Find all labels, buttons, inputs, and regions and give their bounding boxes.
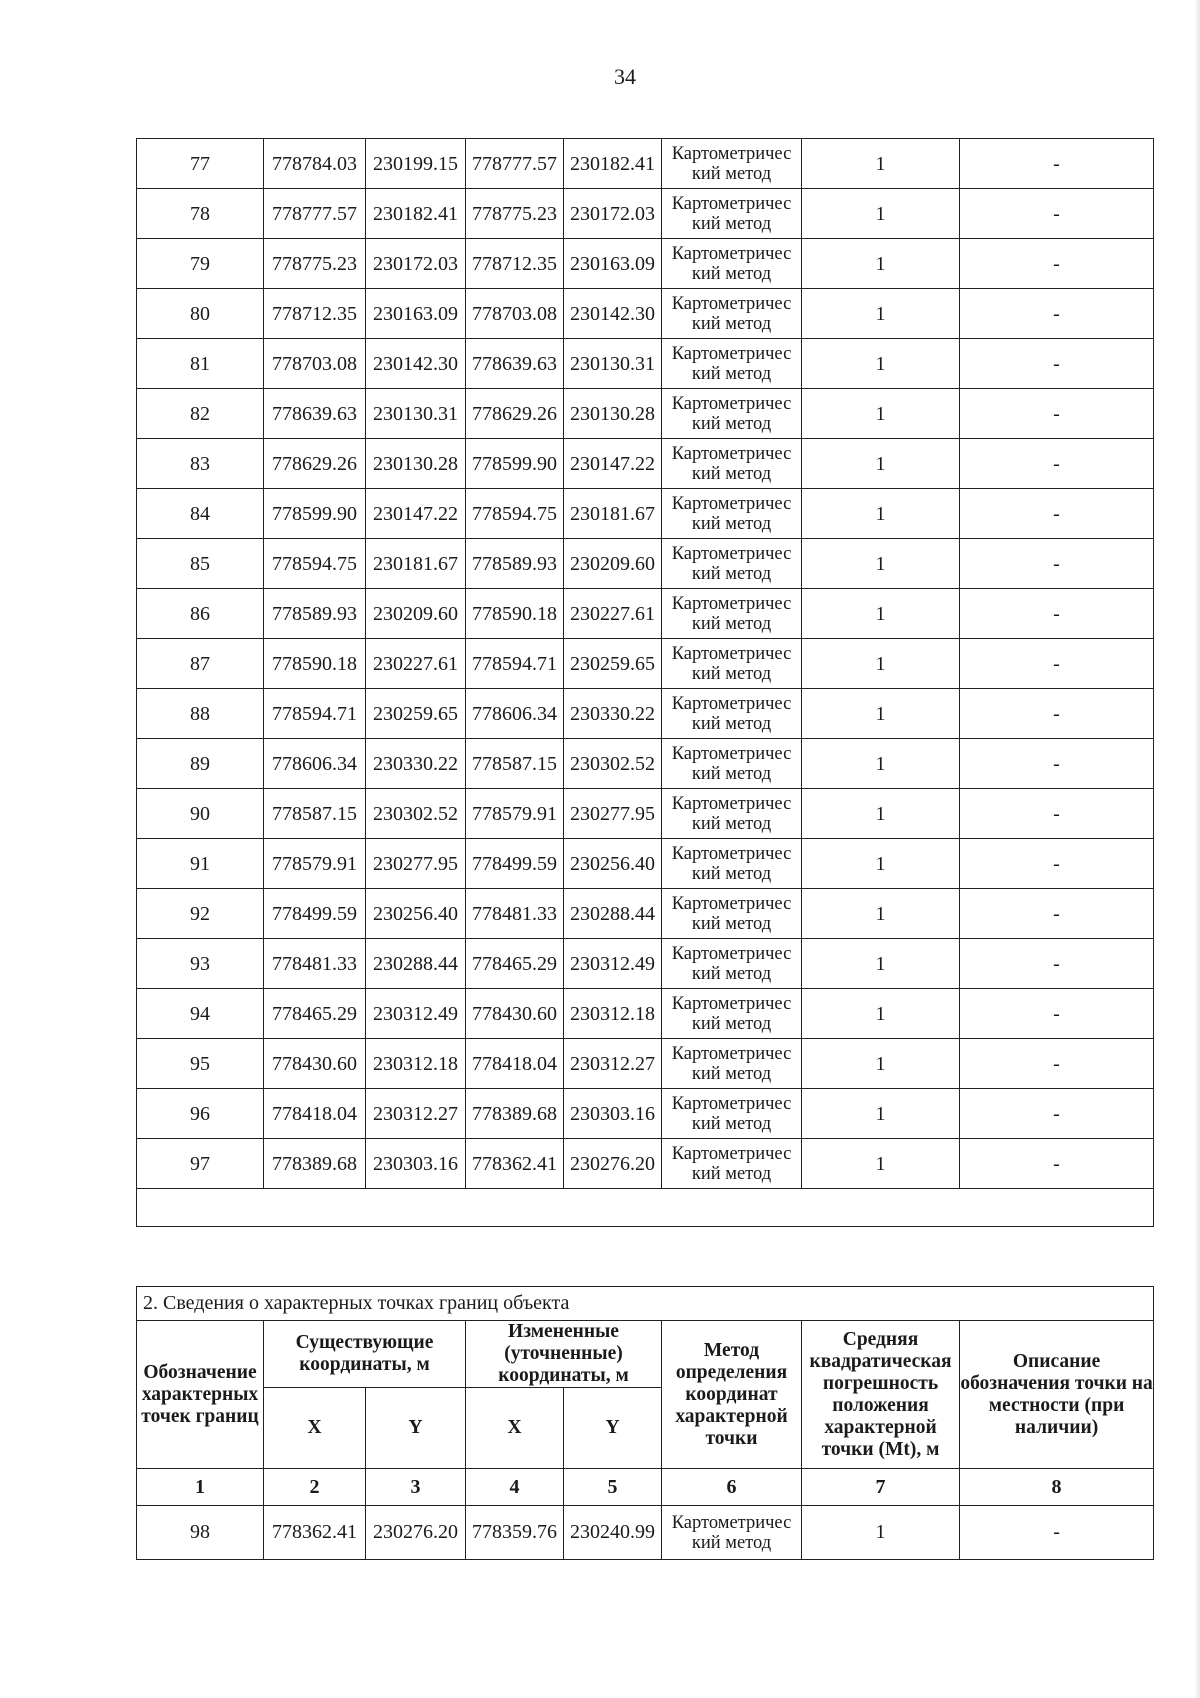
cell-description: - — [960, 239, 1154, 289]
column-number: 4 — [466, 1469, 564, 1506]
cell-error: 1 — [802, 539, 960, 589]
cell-x-existing: 778465.29 — [264, 989, 366, 1039]
cell-error: 1 — [802, 1139, 960, 1189]
cell-method: Картометричес кий метод — [662, 689, 802, 739]
cell-x-existing: 778639.63 — [264, 389, 366, 439]
cell-x-existing: 778629.26 — [264, 439, 366, 489]
cell-x-changed: 778606.34 — [466, 689, 564, 739]
table-row — [137, 889, 1154, 939]
cell-x-existing: 778499.59 — [264, 889, 366, 939]
cell-x-existing: 778590.18 — [264, 639, 366, 689]
cell-y-changed: 230312.18 — [564, 989, 662, 1039]
cell-point-number: 78 — [137, 189, 264, 239]
cell-method: Картометричес кий метод — [662, 1506, 802, 1560]
cell-point-number: 77 — [137, 139, 264, 189]
header-designation: Обозначение характерных точек границ — [137, 1321, 264, 1469]
cell-error: 1 — [802, 839, 960, 889]
cell-description: - — [960, 789, 1154, 839]
cell-y-existing: 230303.16 — [366, 1139, 466, 1189]
cell-y-changed: 230130.31 — [564, 339, 662, 389]
cell-y-existing: 230312.27 — [366, 1089, 466, 1139]
cell-description: - — [960, 139, 1154, 189]
cell-description: - — [960, 189, 1154, 239]
cell-description: - — [960, 489, 1154, 539]
table-row — [137, 1089, 1154, 1139]
cell-description: - — [960, 939, 1154, 989]
cell-x-existing: 778712.35 — [264, 289, 366, 339]
cell-x-changed: 778465.29 — [466, 939, 564, 989]
cell-x-changed: 778777.57 — [466, 139, 564, 189]
cell-x-changed: 778430.60 — [466, 989, 564, 1039]
cell-x-changed: 778418.04 — [466, 1039, 564, 1089]
cell-point-number: 98 — [137, 1506, 264, 1560]
cell-y-changed: 230302.52 — [564, 739, 662, 789]
table-row — [137, 639, 1154, 689]
cell-x-existing: 778579.91 — [264, 839, 366, 889]
cell-point-number: 96 — [137, 1089, 264, 1139]
column-number: 7 — [802, 1469, 960, 1506]
cell-error: 1 — [802, 289, 960, 339]
column-number: 3 — [366, 1469, 466, 1506]
cell-y-existing: 230181.67 — [366, 539, 466, 589]
cell-point-number: 94 — [137, 989, 264, 1039]
cell-method: Картометричес кий метод — [662, 489, 802, 539]
table-row — [137, 1139, 1154, 1189]
column-number: 2 — [264, 1469, 366, 1506]
cell-error: 1 — [802, 639, 960, 689]
cell-y-changed: 230276.20 — [564, 1139, 662, 1189]
cell-x-existing: 778599.90 — [264, 489, 366, 539]
cell-x-existing: 778362.41 — [264, 1506, 366, 1560]
cell-x-existing: 778481.33 — [264, 939, 366, 989]
header-y-changed: Y — [564, 1388, 662, 1469]
cell-y-existing: 230288.44 — [366, 939, 466, 989]
cell-x-existing: 778594.71 — [264, 689, 366, 739]
cell-y-existing: 230147.22 — [366, 489, 466, 539]
cell-method: Картометричес кий метод — [662, 139, 802, 189]
table-row — [137, 989, 1154, 1039]
boundary-points-table-continued — [136, 138, 1154, 1227]
cell-error: 1 — [802, 789, 960, 839]
boundary-points-table — [136, 1286, 1154, 1560]
cell-description: - — [960, 439, 1154, 489]
cell-description: - — [960, 339, 1154, 389]
cell-point-number: 83 — [137, 439, 264, 489]
cell-point-number: 81 — [137, 339, 264, 389]
cell-y-existing: 230259.65 — [366, 689, 466, 739]
cell-y-changed: 230172.03 — [564, 189, 662, 239]
cell-x-existing: 778784.03 — [264, 139, 366, 189]
cell-x-existing: 778594.75 — [264, 539, 366, 589]
cell-y-existing: 230163.09 — [366, 289, 466, 339]
cell-x-changed: 778359.76 — [466, 1506, 564, 1560]
cell-x-changed: 778599.90 — [466, 439, 564, 489]
cell-description: - — [960, 1139, 1154, 1189]
cell-x-existing: 778777.57 — [264, 189, 366, 239]
cell-method: Картометричес кий метод — [662, 789, 802, 839]
cell-method: Картометричес кий метод — [662, 1089, 802, 1139]
cell-point-number: 84 — [137, 489, 264, 539]
cell-x-changed: 778362.41 — [466, 1139, 564, 1189]
table-row — [137, 239, 1154, 289]
cell-y-existing: 230199.15 — [366, 139, 466, 189]
table-row — [137, 939, 1154, 989]
cell-point-number: 95 — [137, 1039, 264, 1089]
cell-method: Картометричес кий метод — [662, 239, 802, 289]
table-row — [137, 439, 1154, 489]
header-method: Метод определения координат характерной точки — [662, 1321, 802, 1469]
cell-description: - — [960, 1039, 1154, 1089]
table-row — [137, 489, 1154, 539]
empty-row — [137, 1189, 1154, 1227]
cell-method: Картометричес кий метод — [662, 889, 802, 939]
header-changed-coordinates: Измененные (уточненные) координаты, м — [466, 1321, 662, 1388]
cell-error: 1 — [802, 489, 960, 539]
cell-method: Картометричес кий метод — [662, 839, 802, 889]
column-numbers-row — [137, 1469, 1154, 1506]
cell-x-existing: 778703.08 — [264, 339, 366, 389]
cell-method: Картометричес кий метод — [662, 989, 802, 1039]
cell-y-existing: 230312.49 — [366, 989, 466, 1039]
cell-x-changed: 778703.08 — [466, 289, 564, 339]
cell-description: - — [960, 389, 1154, 439]
cell-y-existing: 230276.20 — [366, 1506, 466, 1560]
cell-x-changed: 778589.93 — [466, 539, 564, 589]
cell-y-existing: 230330.22 — [366, 739, 466, 789]
cell-x-changed: 778587.15 — [466, 739, 564, 789]
cell-x-changed: 778590.18 — [466, 589, 564, 639]
cell-point-number: 80 — [137, 289, 264, 339]
cell-method: Картометричес кий метод — [662, 539, 802, 589]
table-row — [137, 789, 1154, 839]
cell-x-changed: 778639.63 — [466, 339, 564, 389]
table-row — [137, 289, 1154, 339]
cell-y-existing: 230256.40 — [366, 889, 466, 939]
cell-y-changed: 230142.30 — [564, 289, 662, 339]
cell-description: - — [960, 989, 1154, 1039]
cell-method: Картометричес кий метод — [662, 639, 802, 689]
table-row — [137, 539, 1154, 589]
cell-y-existing: 230142.30 — [366, 339, 466, 389]
cell-y-existing: 230172.03 — [366, 239, 466, 289]
cell-point-number: 88 — [137, 689, 264, 739]
cell-method: Картометричес кий метод — [662, 289, 802, 339]
cell-error: 1 — [802, 889, 960, 939]
cell-point-number: 86 — [137, 589, 264, 639]
cell-x-changed: 778579.91 — [466, 789, 564, 839]
cell-error: 1 — [802, 439, 960, 489]
table-row — [137, 689, 1154, 739]
table-caption: 2. Сведения о характерных точках границ объекта — [137, 1287, 1154, 1321]
cell-description: - — [960, 589, 1154, 639]
column-number: 5 — [564, 1469, 662, 1506]
table-row — [137, 189, 1154, 239]
cell-y-changed: 230256.40 — [564, 839, 662, 889]
cell-y-existing: 230209.60 — [366, 589, 466, 639]
cell-y-existing: 230227.61 — [366, 639, 466, 689]
header-y-existing: Y — [366, 1388, 466, 1469]
cell-error: 1 — [802, 389, 960, 439]
cell-x-existing: 778775.23 — [264, 239, 366, 289]
cell-method: Картометричес кий метод — [662, 189, 802, 239]
cell-x-existing: 778418.04 — [264, 1089, 366, 1139]
cell-x-existing: 778389.68 — [264, 1139, 366, 1189]
cell-method: Картометричес кий метод — [662, 389, 802, 439]
cell-point-number: 93 — [137, 939, 264, 989]
cell-x-existing: 778589.93 — [264, 589, 366, 639]
table-row — [137, 589, 1154, 639]
table-row — [137, 139, 1154, 189]
cell-y-existing: 230182.41 — [366, 189, 466, 239]
cell-method: Картометричес кий метод — [662, 939, 802, 989]
cell-error: 1 — [802, 1089, 960, 1139]
cell-x-changed: 778775.23 — [466, 189, 564, 239]
cell-x-existing: 778430.60 — [264, 1039, 366, 1089]
cell-error: 1 — [802, 589, 960, 639]
cell-y-changed: 230312.27 — [564, 1039, 662, 1089]
cell-description: - — [960, 539, 1154, 589]
cell-x-changed: 778629.26 — [466, 389, 564, 439]
cell-y-existing: 230130.28 — [366, 439, 466, 489]
table-row — [137, 1039, 1154, 1089]
column-number: 8 — [960, 1469, 1154, 1506]
header-x-changed: X — [466, 1388, 564, 1469]
cell-method: Картометричес кий метод — [662, 1139, 802, 1189]
cell-y-existing: 230312.18 — [366, 1039, 466, 1089]
cell-y-changed: 230240.99 — [564, 1506, 662, 1560]
cell-y-changed: 230277.95 — [564, 789, 662, 839]
cell-error: 1 — [802, 689, 960, 739]
cell-y-changed: 230181.67 — [564, 489, 662, 539]
table-row — [137, 739, 1154, 789]
cell-x-changed: 778594.71 — [466, 639, 564, 689]
cell-point-number: 82 — [137, 389, 264, 439]
cell-point-number: 97 — [137, 1139, 264, 1189]
cell-error: 1 — [802, 739, 960, 789]
header-existing-coordinates: Существующие координаты, м — [264, 1321, 466, 1388]
cell-error: 1 — [802, 989, 960, 1039]
cell-x-existing: 778606.34 — [264, 739, 366, 789]
cell-description: - — [960, 689, 1154, 739]
cell-y-changed: 230163.09 — [564, 239, 662, 289]
cell-x-changed: 778594.75 — [466, 489, 564, 539]
cell-error: 1 — [802, 1506, 960, 1560]
cell-x-existing: 778587.15 — [264, 789, 366, 839]
cell-method: Картометричес кий метод — [662, 739, 802, 789]
cell-description: - — [960, 1089, 1154, 1139]
cell-x-changed: 778389.68 — [466, 1089, 564, 1139]
cell-y-changed: 230147.22 — [564, 439, 662, 489]
cell-method: Картометричес кий метод — [662, 339, 802, 389]
cell-y-existing: 230277.95 — [366, 839, 466, 889]
cell-error: 1 — [802, 189, 960, 239]
cell-error: 1 — [802, 939, 960, 989]
cell-point-number: 87 — [137, 639, 264, 689]
header-description: Описание обозначения точки на местности (при наличии) — [960, 1321, 1154, 1469]
cell-description: - — [960, 839, 1154, 889]
header-x-existing: X — [264, 1388, 366, 1469]
cell-description: - — [960, 639, 1154, 689]
cell-y-changed: 230227.61 — [564, 589, 662, 639]
scan-edge — [1194, 0, 1200, 1698]
table-row — [137, 389, 1154, 439]
cell-point-number: 91 — [137, 839, 264, 889]
cell-y-changed: 230209.60 — [564, 539, 662, 589]
cell-point-number: 89 — [137, 739, 264, 789]
cell-description: - — [960, 889, 1154, 939]
cell-x-changed: 778712.35 — [466, 239, 564, 289]
cell-x-changed: 778481.33 — [466, 889, 564, 939]
cell-point-number: 90 — [137, 789, 264, 839]
cell-method: Картометричес кий метод — [662, 439, 802, 489]
cell-y-changed: 230312.49 — [564, 939, 662, 989]
cell-y-changed: 230259.65 — [564, 639, 662, 689]
cell-y-existing: 230130.31 — [366, 389, 466, 439]
column-number: 6 — [662, 1469, 802, 1506]
cell-y-changed: 230303.16 — [564, 1089, 662, 1139]
cell-description: - — [960, 289, 1154, 339]
cell-method: Картометричес кий метод — [662, 589, 802, 639]
cell-y-changed: 230182.41 — [564, 139, 662, 189]
cell-method: Картометричес кий метод — [662, 1039, 802, 1089]
cell-error: 1 — [802, 339, 960, 389]
table-row — [137, 339, 1154, 389]
cell-y-changed: 230130.28 — [564, 389, 662, 439]
cell-error: 1 — [802, 139, 960, 189]
header-error: Средняя квадратическая погрешность положения характерной точки (Mt), м — [802, 1321, 960, 1469]
table-row — [137, 839, 1154, 889]
cell-error: 1 — [802, 1039, 960, 1089]
cell-x-changed: 778499.59 — [466, 839, 564, 889]
page-number: 34 — [614, 64, 636, 89]
empty-cell — [137, 1189, 1154, 1227]
cell-error: 1 — [802, 239, 960, 289]
cell-y-changed: 230288.44 — [564, 889, 662, 939]
cell-point-number: 85 — [137, 539, 264, 589]
cell-description: - — [960, 1506, 1154, 1560]
cell-y-changed: 230330.22 — [564, 689, 662, 739]
cell-point-number: 79 — [137, 239, 264, 289]
cell-point-number: 92 — [137, 889, 264, 939]
column-number: 1 — [137, 1469, 264, 1506]
table-row — [137, 1506, 1154, 1560]
cell-description: - — [960, 739, 1154, 789]
cell-y-existing: 230302.52 — [366, 789, 466, 839]
